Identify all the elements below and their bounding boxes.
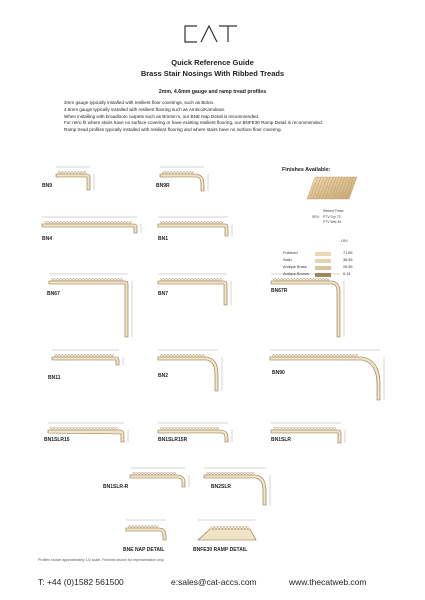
intro-line: When installing with broadloom carpets such as Brinton's, our BNE Nap Detail is recommended. [64, 113, 260, 119]
profile-bn67r [271, 278, 340, 337]
scale-note: Profiles shown approximately 1/2 scale. Finishes shown for representation only. [38, 558, 165, 562]
finish-lrv: 36.55 [343, 258, 353, 262]
finish-name: Antique Brass [283, 265, 307, 269]
finish-name: Antique Bronze [283, 272, 309, 276]
footer-email[interactable]: e:sales@cat-accs.com [171, 577, 257, 587]
profile-bn9 [56, 171, 90, 190]
profile-code: BN7 [158, 291, 169, 297]
profile-code: BN90 [272, 370, 285, 376]
profile-code: BN9R [156, 183, 170, 189]
profile-bn67 [49, 278, 128, 337]
guide-subtitle: Brass Stair Nosings With Ribbed Treads [140, 69, 285, 78]
srv-wet: PTV Wet 46 [323, 220, 342, 224]
profile-bn1slr-r [130, 472, 185, 487]
profile-bn7 [158, 278, 227, 305]
profile-code: BN11 [48, 375, 61, 381]
profile-code: BN4 [42, 236, 53, 242]
profile-code: BN1SLR15R [158, 437, 188, 443]
profile-code: BN67 [47, 291, 60, 297]
profile-code: BN1SLR [271, 437, 292, 443]
profile-code: BN1SLR-R [103, 484, 129, 490]
lrv-label: LRV: [341, 239, 349, 243]
finishes-title: Finishes Available: [282, 167, 331, 173]
bnfe-detail-label: BNFE30 RAMP DETAIL [193, 547, 248, 553]
bne-nap-detail [126, 525, 166, 540]
intro-line: For retro fit where stairs have no surface covering or have existing resilient flooring, our BNFE30 Ramp Detail is recommended. [64, 120, 323, 126]
board-label: Ribbed Tread [323, 209, 344, 213]
profile-bn4 [42, 221, 137, 233]
intro-line: 2mm gauge typically installed with resilient floor coverings, such as Bolon. [64, 100, 215, 105]
finish-name: Satin [283, 258, 292, 262]
profile-bn90 [270, 354, 380, 400]
profile-code: BN2 [158, 373, 169, 379]
finish-lrv: 6.15 [343, 272, 351, 276]
footer-phone: T: +44 (0)1582 561500 [38, 577, 124, 587]
guide-title: Quick Reference Guide [171, 58, 254, 67]
footer-website[interactable]: www.thecatweb.com [289, 577, 367, 587]
srv-dry: PTV Dry 73 [323, 215, 341, 219]
profile-code: BN1 [158, 236, 169, 242]
intro-line: Ramp tread profiles typically installed with resilient flooring and where stairs have no surface floor covering. [64, 127, 282, 133]
profile-code: BN2SLR [211, 484, 232, 490]
finish-name: Polished [283, 251, 298, 255]
profile-bn1 [158, 221, 228, 236]
gauge-subtitle: 2mm, 4.6mm gauge and ramp tread profiles [158, 89, 267, 95]
profile-code: BN9 [42, 183, 53, 189]
srv-label: SRV: [312, 215, 320, 219]
profile-code: BN67R [271, 288, 288, 294]
bnfe30-ramp-detail [198, 526, 256, 540]
finish-lrv: 71.65 [343, 251, 353, 255]
bne-detail-label: BNE NAP DETAIL [123, 547, 165, 553]
profile-bn11 [52, 354, 119, 365]
intro-line: 4.6mm gauge typically installed with resilient flooring such as Amtico/Karndean. [64, 106, 226, 112]
profile-code: BN1SLR15 [44, 437, 70, 443]
finish-lrv: 26.55 [343, 265, 353, 269]
